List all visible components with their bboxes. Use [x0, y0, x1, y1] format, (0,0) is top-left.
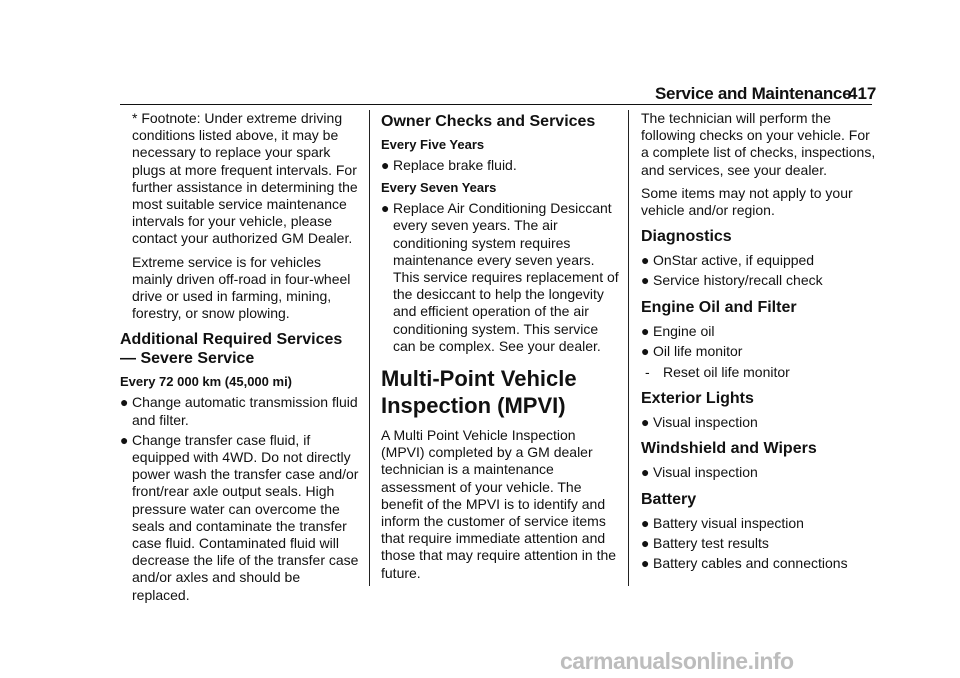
- bullet-icon: ●: [641, 514, 650, 531]
- owner-checks-heading: Owner Checks and Services: [381, 113, 596, 130]
- bullet-icon: ●: [381, 157, 390, 173]
- engine-oil-heading: Engine Oil and Filter: [641, 298, 797, 316]
- list-item: ● Oil life monitor: [641, 342, 743, 359]
- column-2: [381, 110, 621, 588]
- diagnostics-heading: Diagnostics: [641, 228, 732, 246]
- sub-list-item: - Reset oil life monitor: [645, 364, 790, 381]
- list-item: ● Visual inspection: [641, 414, 758, 431]
- bullet-icon: ●: [641, 414, 650, 431]
- column-divider-2: [628, 110, 629, 586]
- bullet-icon: ●: [641, 555, 650, 572]
- bullet-icon: ●: [120, 431, 129, 448]
- list-item: ● Battery test results: [641, 534, 769, 551]
- exterior-lights-list: [641, 414, 881, 431]
- list-item: ● Engine oil: [641, 322, 715, 339]
- windshield-heading: Windshield and Wipers: [641, 440, 817, 458]
- column-1: [120, 110, 360, 608]
- bullet-icon: ●: [381, 200, 390, 217]
- note-text: Some items may not apply to your vehicle and/or region.: [641, 184, 853, 219]
- five-years-label: Every Five Years: [381, 137, 485, 152]
- list-item: ● Battery visual inspection: [641, 514, 804, 531]
- bullet-icon: ●: [641, 464, 650, 481]
- mpvi-text: A Multi Point Vehicle Inspection (MPVI) completed by a GM dealer technician is a maintenance assessment of your vehicle. The benefit of the MPVI is to identify and inform the customer of service items that require immediate attention and those that may require attention in the future.: [381, 427, 617, 581]
- bullet-icon: ●: [641, 252, 650, 269]
- seven-years-list: [381, 200, 621, 355]
- list-item: ● Replace brake fluid.: [381, 157, 517, 173]
- diagnostics-list: [641, 252, 881, 289]
- list-item: ● Battery cables and connections: [641, 555, 848, 572]
- bullet-icon: ●: [641, 272, 650, 289]
- bullet-icon: ●: [641, 322, 650, 339]
- list-item: ● Replace Air Conditioning Desiccant every seven years. The air conditioning system requires maintenance every seven years. This service requires replacement of the desiccant to help the longevity and efficient operation of the air conditioning system. This service can be complex. See your dealer.: [381, 200, 619, 354]
- engine-oil-list: [641, 323, 881, 360]
- footnote-text: * Footnote: Under extreme driving conditions listed above, it may be necessary to replace your spark plugs at more frequent intervals. For further assistance in determining the most suitable service maintenance intervals for your vehicle, please contact your authorized GM Dealer.: [132, 110, 358, 247]
- header-rule: [120, 104, 872, 105]
- extreme-service-text: Extreme service is for vehicles mainly driven off-road in four-wheel drive or used in farming, mining, forestry, or snow plowing.: [132, 253, 351, 322]
- severe-service-list: [120, 394, 360, 603]
- bullet-icon: ●: [641, 534, 650, 551]
- severe-service-heading: Additional Required Services — Severe Service: [120, 331, 343, 368]
- column-3: [641, 110, 881, 576]
- watermark: carmanualsonline.info: [560, 648, 794, 674]
- page-header-title: Service and Maintenance: [655, 84, 852, 103]
- page-number: 417: [848, 84, 877, 103]
- five-years-list: [381, 157, 621, 174]
- list-item: ● Service history/recall check: [641, 272, 823, 289]
- column-divider-1: [369, 110, 370, 586]
- battery-heading: Battery: [641, 490, 697, 508]
- dash-icon: -: [645, 364, 650, 381]
- list-item: ● OnStar active, if equipped: [641, 252, 815, 269]
- windshield-list: [641, 464, 881, 481]
- intro-text: The technician will perform the following checks on your vehicle. For a complete list of checks, inspections, and services, see your dealer.: [641, 110, 876, 178]
- list-item: ● Change automatic transmission fluid and filter.: [120, 394, 358, 428]
- bullet-icon: ●: [120, 394, 129, 411]
- bullet-icon: ●: [641, 342, 650, 359]
- mpvi-heading: Multi-Point Vehicle Inspection (MPVI): [381, 366, 577, 419]
- list-item: ● Change transfer case fluid, if equipped with 4WD. Do not directly power wash the transfer case and/or front/rear axle output seals. High pressure water can overcome the seals and contaminate the transfer case fluid. Contaminated fluid will decrease the life of the transfer case and/or axles and should be replaced.: [120, 431, 359, 603]
- list-item: ● Visual inspection: [641, 464, 758, 481]
- seven-years-label: Every Seven Years: [381, 180, 497, 196]
- battery-list: [641, 515, 881, 573]
- exterior-lights-heading: Exterior Lights: [641, 390, 754, 408]
- interval-label: Every 72 000 km (45,000 mi): [120, 374, 293, 390]
